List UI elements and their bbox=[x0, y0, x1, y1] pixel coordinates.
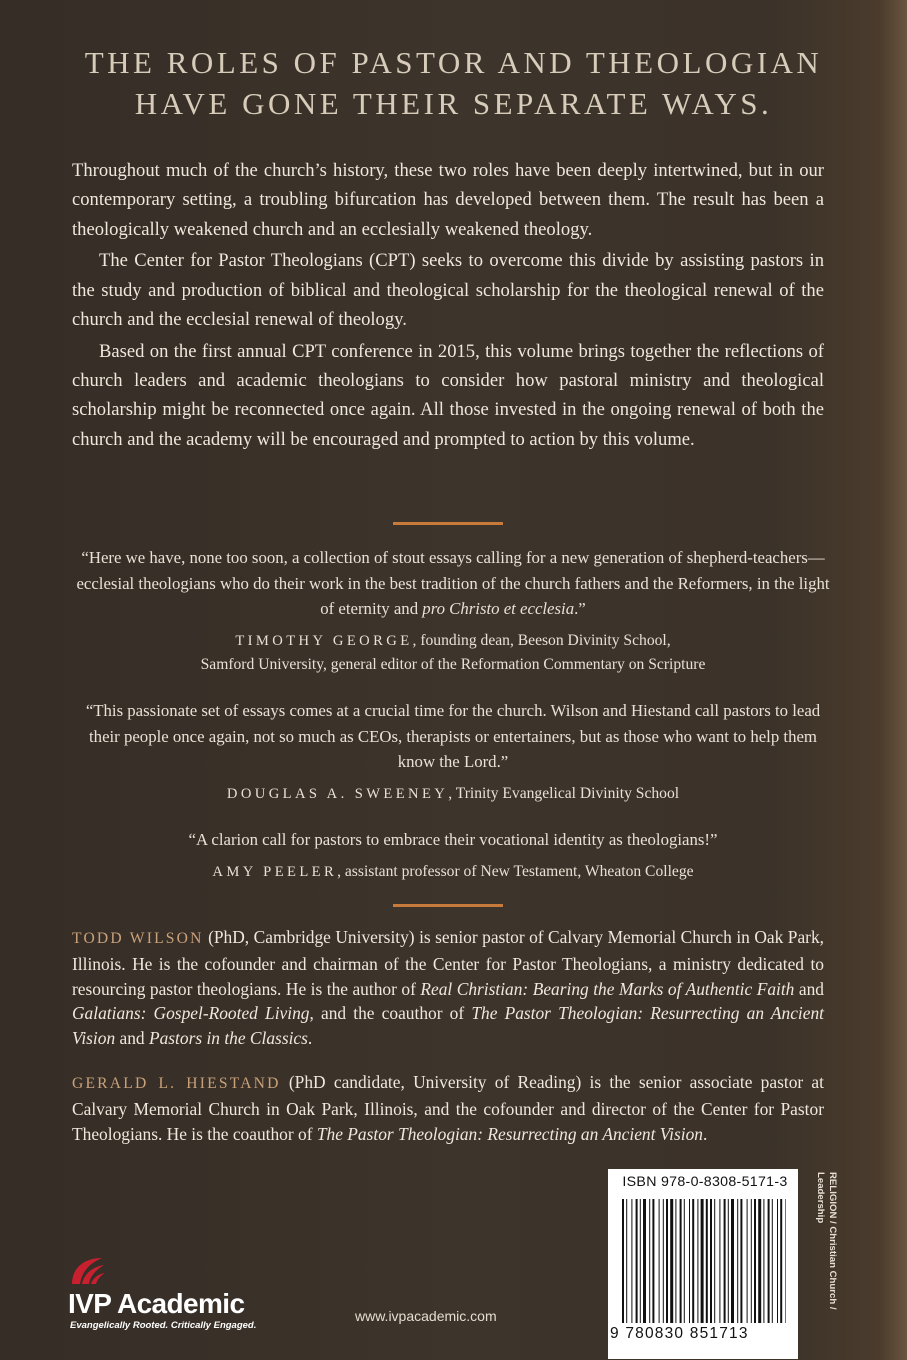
divider-rule bbox=[393, 904, 503, 907]
headline-line-2: HAVE GONE THEIR SEPARATE WAYS. bbox=[134, 86, 773, 121]
endorser-name: AMY PEELER bbox=[212, 863, 338, 880]
author-name: TODD WILSON bbox=[72, 930, 204, 947]
endorsement-attribution: AMY PEELER, assistant professor of New Testament, Wheaton College bbox=[212, 862, 694, 880]
publisher-logo bbox=[68, 1250, 268, 1330]
author-bio-2: GERALD L. HIESTAND (PhD candidate, University of Reading) is the senior associate pastor at Calvary Memorial Church in Oak Park, Illinois, and the cofounder and director of the Center for Pastor Theologians. He is the coauthor of The Pastor Theologian: Resurrecting an Ancient Vision. bbox=[72, 1072, 824, 1144]
headline-line-1: THE ROLES OF PASTOR AND THEOLOGIAN bbox=[84, 45, 823, 80]
publisher-name: IVP Academic bbox=[68, 1288, 245, 1319]
book-description bbox=[72, 156, 824, 456]
description-paragraph: The Center for Pastor Theologians (CPT) seeks to overcome this divide by assisting pastors in the study and production of biblical and theological scholarship for the theological renewal of the church and the ecclesial renewal of theology. bbox=[72, 250, 824, 330]
endorser-name: DOUGLAS A. SWEENEY bbox=[226, 785, 449, 802]
endorsement-quote: “Here we have, none too soon, a collection of stout essays calling for a new generation of shepherd-teachers—ecclesial theologians who do their work in the best tradition of the church fathers and the Reformers, in the light of eternity and pro Christo et ecclesia.” bbox=[76, 548, 830, 618]
endorsement-quote: “A clarion call for pastors to embrace their vocational identity as theologians!” bbox=[188, 830, 718, 849]
barcode-number: 9 780830 851713 bbox=[610, 1325, 749, 1342]
endorsement-attribution: TIMOTHY GEORGE, founding dean, Beeson Divinity School, Samford University, general editor of the Reformation Commentary on Scripture bbox=[200, 631, 706, 673]
isbn-barcode bbox=[608, 1169, 798, 1359]
endorsement-2 bbox=[72, 698, 834, 806]
category-label: RELIGION / Christian Church / Leadership bbox=[815, 1172, 838, 1310]
isbn-text: ISBN 978-0-8308-5171-3 bbox=[622, 1174, 788, 1190]
endorsement-1 bbox=[72, 545, 834, 677]
endorsement-attribution: DOUGLAS A. SWEENEY, Trinity Evangelical Divinity School bbox=[226, 784, 680, 802]
divider-rule bbox=[393, 522, 503, 525]
endorsement-quote: “This passionate set of essays comes at a crucial time for the church. Wilson and Hiestand call pastors to lead their people once again, not so much as CEOs, therapists or entertainers, but as those who want to help them know the Lord.” bbox=[85, 701, 821, 771]
description-paragraph: Based on the first annual CPT conference in 2015, this volume brings together the reflections of church leaders and academic theologians to consider how pastoral ministry and theological scholarship might be reconnected once again. All those invested in the ongoing renewal of both the church and the academy will be encouraged and prompted to action by this volume. bbox=[72, 340, 824, 450]
author-bio-1: TODD WILSON (PhD, Cambridge University) is senior pastor of Calvary Memorial Church in Oak Park, Illinois. He is the cofounder and chairman of the Center for Pastor Theologians, a ministry dedicated to resourcing pastor theologians. He is the author of Real Christian: Bearing the Marks of Authentic Faith and Galatians: Gospel-Rooted Living, and the coauthor of The Pastor Theologian: Resurrecting an Ancient Vision and Pastors in the Classics. bbox=[72, 927, 824, 1049]
flame-logo-icon bbox=[68, 1254, 108, 1288]
publisher-tagline: Evangelically Rooted. Critically Engaged. bbox=[70, 1320, 257, 1331]
website-url[interactable]: www.ivpacademic.com bbox=[355, 1308, 497, 1324]
barcode-bars bbox=[622, 1199, 786, 1323]
endorsement-3 bbox=[72, 827, 834, 884]
description-paragraph: Throughout much of the church’s history, these two roles have been deeply intertwined, but in our contemporary setting, a troubling bifurcation has developed between them. The result has been a theologically weakened church and an ecclesially weakened theology. bbox=[72, 160, 824, 240]
headline bbox=[0, 42, 907, 124]
author-name: GERALD L. HIESTAND bbox=[72, 1075, 281, 1092]
endorser-name: TIMOTHY GEORGE bbox=[235, 632, 413, 649]
